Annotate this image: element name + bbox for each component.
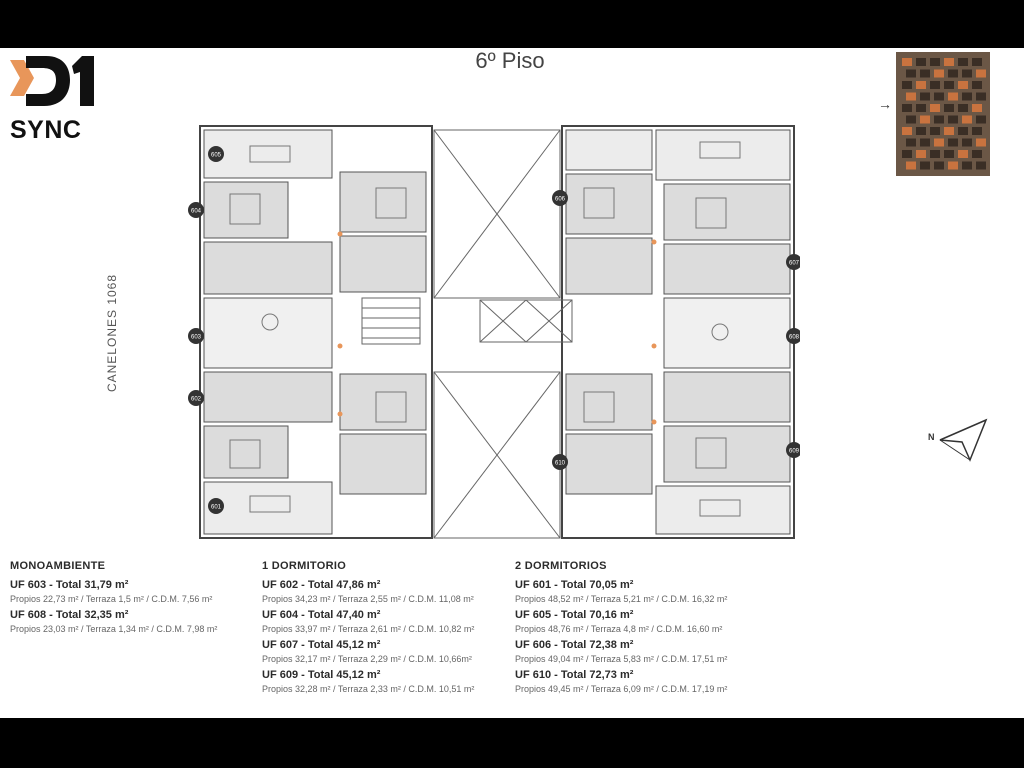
unit-detail: Propios 23,03 m² / Terraza 1,34 m² / C.D.M. 7,98 m² <box>10 624 218 634</box>
facade-window <box>972 150 982 158</box>
legend-1-dormitorio <box>262 560 512 698</box>
facade-window <box>916 150 926 158</box>
unit-badge-label: 605 <box>210 152 222 159</box>
facade-window <box>930 58 940 66</box>
legend-2-dormitorios <box>515 560 765 698</box>
legend-item <box>262 608 512 636</box>
unit-badge-label: 604 <box>190 208 202 215</box>
facade-window <box>944 81 954 89</box>
facade-window <box>920 162 930 170</box>
facade-window <box>920 93 930 101</box>
facade-window <box>934 93 944 101</box>
facade-window <box>962 162 972 170</box>
facade-window <box>972 127 982 135</box>
legend-item <box>515 608 765 636</box>
unit-detail: Propios 49,45 m² / Terraza 6,09 m² / C.D.M. 17,19 m² <box>515 684 728 694</box>
unit-detail: Propios 32,28 m² / Terraza 2,33 m² / C.D.M. 10,51 m² <box>262 684 475 694</box>
legend-item <box>515 578 765 606</box>
facade-window <box>976 139 986 147</box>
unit-badge-605 <box>208 146 224 162</box>
unit-detail: Propios 22,73 m² / Terraza 1,5 m² / C.D.M. 7,56 m² <box>10 594 213 604</box>
facade-window <box>958 104 968 112</box>
facade-window <box>972 58 982 66</box>
unit-detail: Propios 33,97 m² / Terraza 2,61 m² / C.D.M. 10,82 m² <box>262 624 475 634</box>
facade-window <box>962 70 972 78</box>
unit-detail: Propios 32,17 m² / Terraza 2,29 m² / C.D.M. 10,66m² <box>262 654 472 664</box>
legend-item <box>515 668 765 696</box>
unit-badge-label: 608 <box>788 334 800 341</box>
unit-badge-label: 610 <box>554 460 566 467</box>
facade-window <box>934 116 944 124</box>
facade-window <box>916 104 926 112</box>
facade-window <box>948 70 958 78</box>
facade-window <box>916 81 926 89</box>
facade-window <box>920 139 930 147</box>
legend-item <box>262 578 512 606</box>
street-label <box>98 258 126 408</box>
floor-plan-sheet <box>0 48 1024 718</box>
arrow-right-icon: → <box>878 96 892 112</box>
facade-window <box>972 81 982 89</box>
facade-window <box>930 81 940 89</box>
unit-total: UF 608 - Total 32,35 m² <box>10 609 129 621</box>
unit-badge-label: 606 <box>554 196 566 203</box>
facade-window <box>906 116 916 124</box>
facade-window <box>930 150 940 158</box>
facade-window <box>906 162 916 170</box>
legend-item <box>515 638 765 666</box>
facade-window <box>906 139 916 147</box>
facade-window <box>930 127 940 135</box>
facade-window <box>916 58 926 66</box>
unit-total: UF 604 - Total 47,40 m² <box>262 609 381 621</box>
north-arrow-icon <box>926 418 990 468</box>
floor-plan <box>180 122 800 592</box>
facade-window <box>920 116 930 124</box>
facade-window <box>920 70 930 78</box>
unit-badge-610 <box>552 454 568 470</box>
unit-detail: Propios 49,04 m² / Terraza 5,83 m² / C.D.M. 17,51 m² <box>515 654 728 664</box>
unit-badge-601 <box>208 498 224 514</box>
unit-badge-label: 602 <box>190 396 202 403</box>
facade-window <box>944 127 954 135</box>
facade-window <box>962 139 972 147</box>
facade-window <box>916 127 926 135</box>
facade-window <box>958 58 968 66</box>
facade-window <box>976 162 986 170</box>
legend-heading: 1 DORMITORIO <box>262 560 347 572</box>
legend-monoambiente <box>10 560 260 638</box>
facade-window <box>948 139 958 147</box>
facade-window <box>962 93 972 101</box>
unit-detail: Propios 34,23 m² / Terraza 2,55 m² / C.D.M. 11,08 m² <box>262 594 474 604</box>
legend-item <box>10 578 260 606</box>
legend-item <box>262 638 512 666</box>
unit-total: UF 609 - Total 45,12 m² <box>262 669 381 681</box>
page-title: 6º Piso <box>475 48 545 73</box>
unit-badge-label: 601 <box>210 504 222 511</box>
facade-window <box>902 127 912 135</box>
facade-window <box>906 70 916 78</box>
legend-item <box>262 668 512 696</box>
facade-window <box>902 81 912 89</box>
facade-window <box>958 81 968 89</box>
facade-window <box>958 150 968 158</box>
facade-window <box>972 104 982 112</box>
facade-window <box>976 93 986 101</box>
unit-total: UF 601 - Total 70,05 m² <box>515 579 634 591</box>
unit-detail: Propios 48,76 m² / Terraza 4,8 m² / C.D.M. 16,60 m² <box>515 624 723 634</box>
facade-window <box>948 116 958 124</box>
facade-window <box>944 104 954 112</box>
unit-badge-603 <box>188 328 204 344</box>
brand-logo <box>8 52 103 152</box>
facade-window <box>934 162 944 170</box>
unit-total: UF 607 - Total 45,12 m² <box>262 639 381 651</box>
facade-window <box>948 93 958 101</box>
legend-heading: MONOAMBIENTE <box>10 560 106 572</box>
north-label: N <box>928 432 935 442</box>
facade-window <box>976 70 986 78</box>
facade-window <box>902 150 912 158</box>
facade-window <box>934 139 944 147</box>
brand-name: SYNC <box>10 116 82 144</box>
facade-window <box>944 58 954 66</box>
facade-window <box>902 58 912 66</box>
unit-badge-label: 607 <box>788 260 800 267</box>
unit-total: UF 602 - Total 47,86 m² <box>262 579 381 591</box>
legend-heading: 2 DORMITORIOS <box>515 560 607 572</box>
facade-window <box>944 150 954 158</box>
unit-badge-606 <box>552 190 568 206</box>
unit-badge-label: 609 <box>788 448 800 455</box>
facade-window <box>958 127 968 135</box>
unit-total: UF 610 - Total 72,73 m² <box>515 669 634 681</box>
street-name: CANELONES 1068 <box>105 273 119 393</box>
unit-total: UF 603 - Total 31,79 m² <box>10 579 129 591</box>
building-thumbnail <box>896 52 990 176</box>
facade-window <box>948 162 958 170</box>
facade-window <box>930 104 940 112</box>
unit-badge-602 <box>188 390 204 406</box>
unit-detail: Propios 48,52 m² / Terraza 5,21 m² / C.D.M. 16,32 m² <box>515 594 728 604</box>
facade-window <box>934 70 944 78</box>
brand-mark-icon <box>8 52 98 112</box>
facade-window <box>962 116 972 124</box>
facade-window <box>976 116 986 124</box>
unit-total: UF 606 - Total 72,38 m² <box>515 639 634 651</box>
unit-badge-604 <box>188 202 204 218</box>
facade-window <box>906 93 916 101</box>
facade-window <box>902 104 912 112</box>
legend-item <box>10 608 260 636</box>
unit-total: UF 605 - Total 70,16 m² <box>515 609 634 621</box>
unit-badge-label: 603 <box>190 334 202 341</box>
